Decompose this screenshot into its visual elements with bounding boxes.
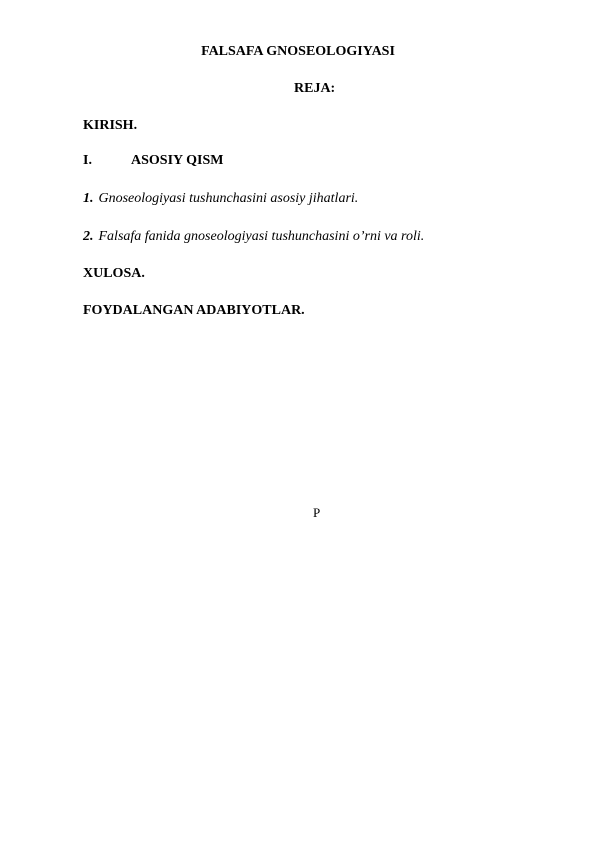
plan-heading: REJA:: [294, 81, 336, 96]
plan-item-conclusion: XULOSA.: [83, 266, 145, 281]
plan-item-number: I.: [83, 153, 92, 168]
plan-item-label: ASOSIY QISM: [131, 153, 224, 168]
plan-subitem-label: Gnoseologiyasi tushunchasini asosiy jihatlari.: [98, 191, 359, 206]
plan-item-introduction: KIRISH.: [83, 118, 138, 133]
plan-item-references: FOYDALANGAN ADABIYOTLAR.: [83, 303, 305, 318]
plan-subitem-label: Falsafa fanida gnoseologiyasi tushunchasini o’rni va roli.: [98, 229, 425, 244]
plan-item-main-part: [83, 153, 223, 169]
plan-subitem-2: [83, 229, 424, 245]
plan-subitem-1: [83, 191, 358, 207]
page-marker: P: [313, 505, 321, 520]
plan-subitem-number: 2.: [83, 229, 94, 244]
document-title: FALSAFA GNOSEOLOGIYASI: [201, 44, 395, 59]
plan-subitem-number: 1.: [83, 191, 94, 206]
